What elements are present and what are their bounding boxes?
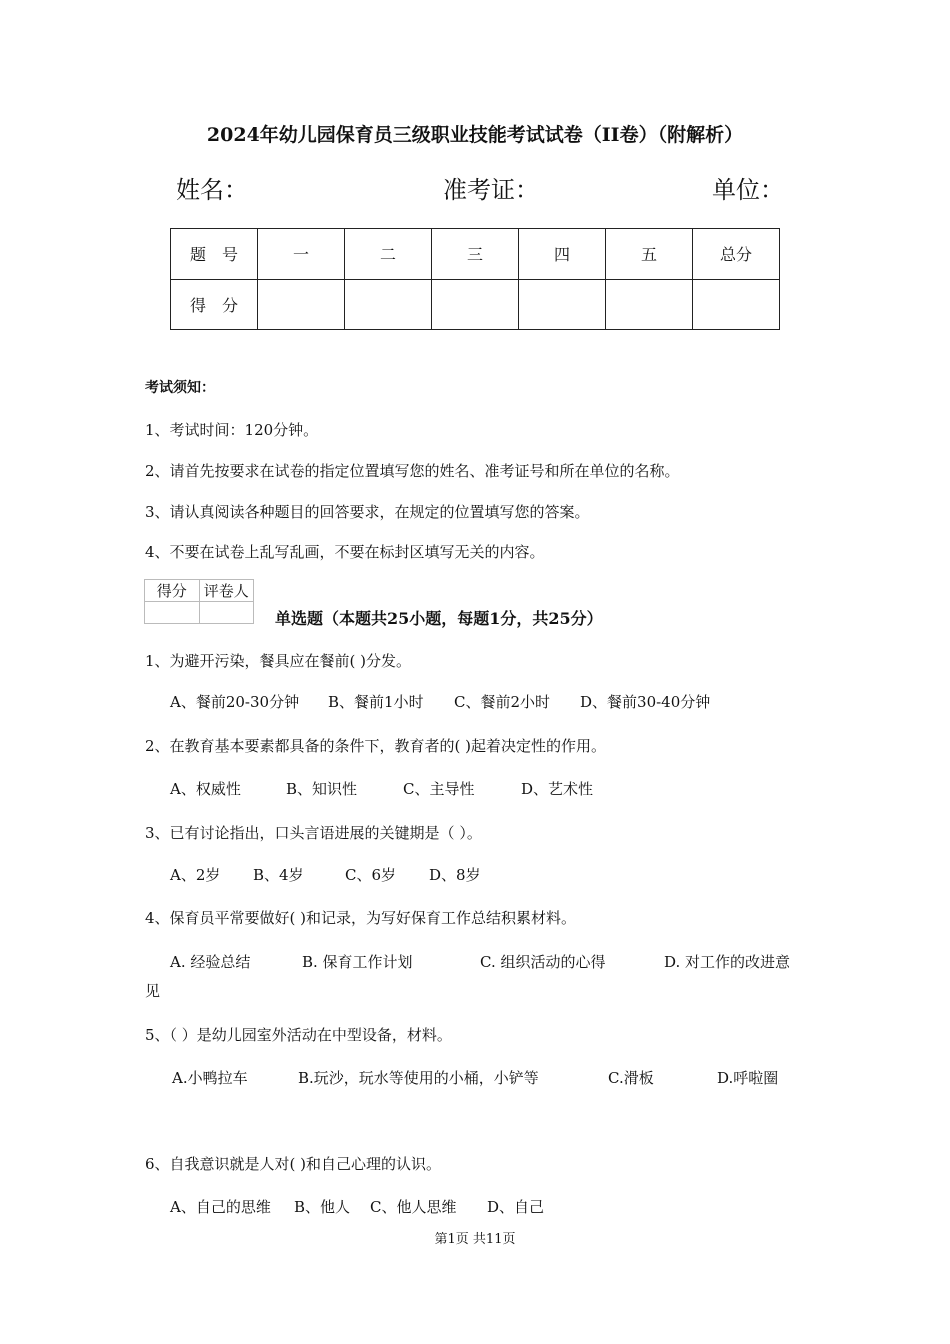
notice-item: 3、请认真阅读各种题目的回答要求，在规定的位置填写您的答案。	[145, 503, 590, 521]
score-header-cell: 二	[345, 229, 432, 280]
score-cell	[519, 279, 606, 330]
score-header-cell: 题 号	[171, 229, 258, 280]
option: C、餐前2小时	[454, 693, 551, 711]
notice-heading: 考试须知：	[145, 380, 215, 396]
score-table	[170, 228, 780, 330]
option: B、知识性	[286, 780, 358, 798]
option: C、6岁	[345, 866, 397, 884]
option: B. 保育工作计划	[302, 953, 413, 971]
score-cell	[258, 279, 345, 330]
option: D. 对工作的改进意	[664, 953, 791, 971]
name-field-label: 姓名：	[176, 176, 248, 204]
option: A.小鸭拉车	[172, 1069, 248, 1087]
score-cell	[693, 279, 780, 330]
option: A、自己的思维	[170, 1198, 271, 1216]
exam-id-field-label: 准考证：	[443, 176, 539, 204]
option: D、餐前30-40分钟	[580, 693, 711, 711]
option: A、权威性	[170, 780, 241, 798]
option: B、餐前1小时	[328, 693, 424, 711]
score-cell	[432, 279, 519, 330]
option: C.滑板	[608, 1069, 654, 1087]
option-wrap: 见	[145, 982, 161, 1000]
unit-field-label: 单位：	[712, 176, 784, 204]
score-table-score-row	[171, 279, 780, 330]
option: D、8岁	[429, 866, 481, 884]
grader-score-label: 得分	[145, 580, 200, 602]
question-text: 6、自我意识就是人对( )和自己心理的认识。	[145, 1155, 442, 1173]
notice-item: 4、不要在试卷上乱写乱画，不要在标封区填写无关的内容。	[145, 543, 545, 561]
option: C、他人思维	[370, 1198, 457, 1216]
option: C. 组织活动的心得	[480, 953, 606, 971]
option: D、自己	[487, 1198, 545, 1216]
page-footer: 第1页 共11页	[434, 1232, 516, 1247]
option: A、2岁	[170, 866, 221, 884]
option: B、4岁	[253, 866, 304, 884]
grader-reviewer-label: 评卷人	[199, 580, 254, 602]
score-row-label: 得 分	[171, 279, 258, 330]
option: B.玩沙，玩水等使用的小桶，小铲等	[298, 1069, 539, 1087]
score-header-cell: 四	[519, 229, 606, 280]
grader-reviewer-cell	[199, 602, 254, 624]
option: D.呼啦圈	[717, 1069, 779, 1087]
question-text: 4、保育员平常要做好( )和记录，为写好保育工作总结积累材料。	[145, 909, 577, 927]
notice-item: 1、考试时间：120分钟。	[145, 421, 319, 439]
exam-title: 2024年幼儿园保育员三级职业技能考试试卷（II卷）（附解析）	[206, 124, 744, 146]
score-header-cell: 一	[258, 229, 345, 280]
option: A. 经验总结	[170, 953, 251, 971]
grader-score-cell	[145, 602, 200, 624]
option: B、他人	[294, 1198, 351, 1216]
section-title: 单选题（本题共25小题，每题1分，共25分）	[275, 609, 603, 628]
option: A、餐前20-30分钟	[170, 693, 300, 711]
score-cell	[606, 279, 693, 330]
question-text: 2、在教育基本要素都具备的条件下，教育者的( )起着决定性的作用。	[145, 737, 607, 755]
question-text: 1、为避开污染，餐具应在餐前( )分发。	[145, 652, 412, 670]
option: C、主导性	[403, 780, 475, 798]
option: D、艺术性	[521, 780, 594, 798]
score-header-cell: 五	[606, 229, 693, 280]
question-text: 5、（ ）是幼儿园室外活动在中型设备，材料。	[145, 1026, 452, 1044]
question-text: 3、已有讨论指出，口头言语进展的关键期是（ ）。	[145, 824, 482, 842]
score-table-header-row	[171, 229, 780, 280]
grader-box	[144, 579, 254, 624]
score-header-cell: 三	[432, 229, 519, 280]
notice-item: 2、请首先按要求在试卷的指定位置填写您的姓名、准考证号和所在单位的名称。	[145, 462, 680, 480]
score-cell	[345, 279, 432, 330]
score-header-cell: 总分	[693, 229, 780, 280]
